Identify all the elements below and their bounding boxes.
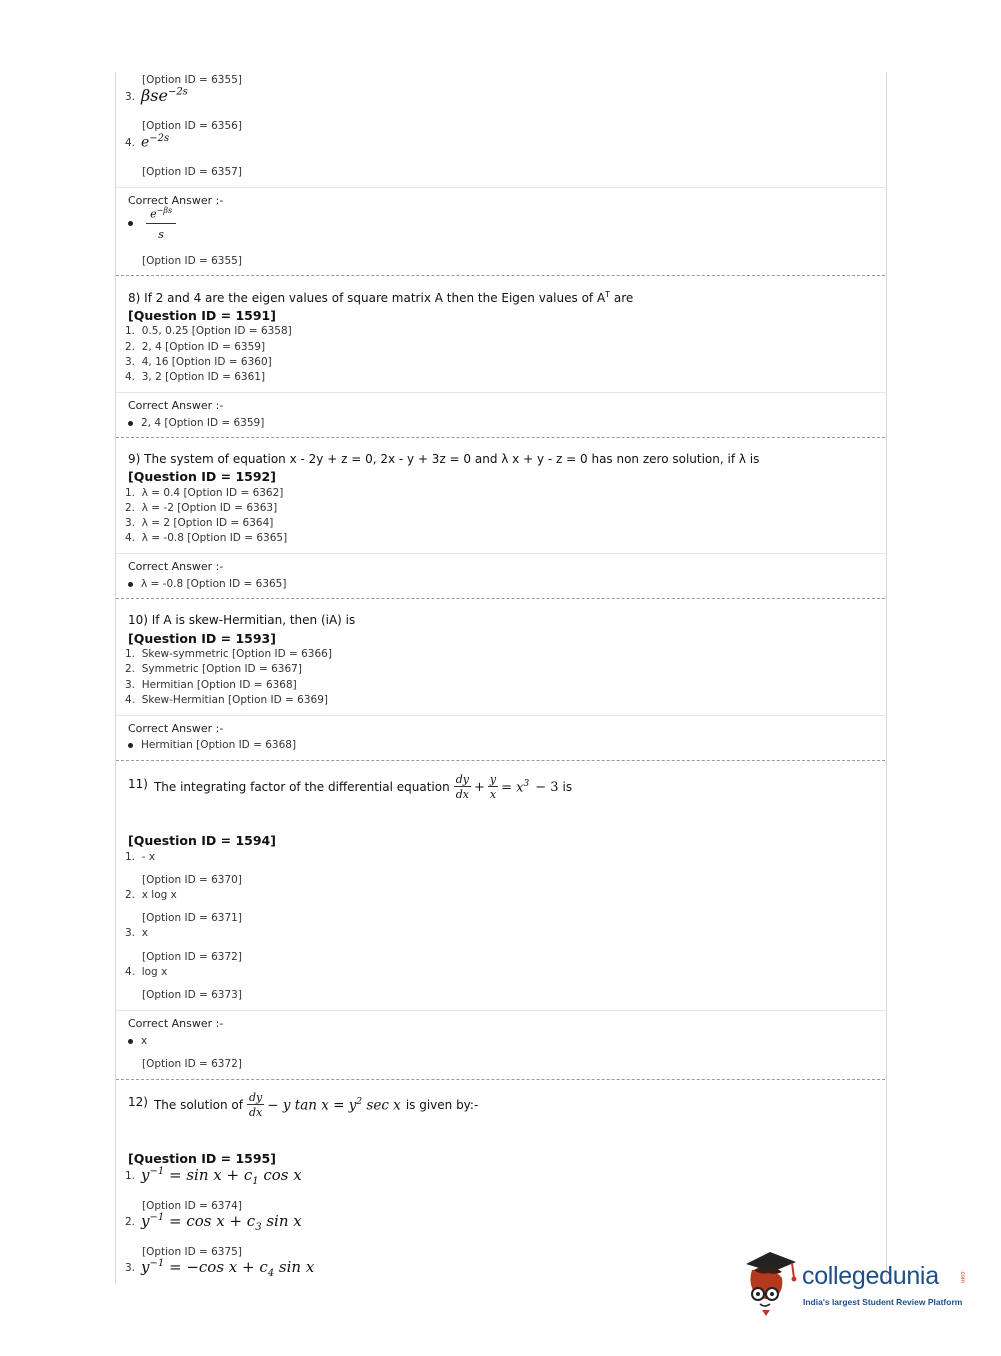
correct-answer-label: Correct Answer :-: [128, 722, 224, 735]
option-id: [Option ID = 6370]: [142, 874, 242, 886]
question-separator: [116, 760, 885, 761]
option-number: 1.: [125, 1170, 136, 1182]
question-separator: [116, 1079, 885, 1080]
bullet: [128, 582, 133, 587]
question-separator: [116, 437, 885, 438]
option-item: 4. Skew-Hermitian [Option ID = 6369]: [125, 694, 328, 706]
option-id: [Option ID = 6375]: [142, 1246, 242, 1258]
option-item: 2. x log x: [125, 889, 177, 901]
option-id: [Option ID = 6357]: [142, 166, 242, 178]
correct-answer: x: [128, 1035, 147, 1047]
option-item: 1. Skew-symmetric [Option ID = 6366]: [125, 648, 332, 660]
correct-answer-label: Correct Answer :-: [128, 560, 224, 573]
question-text: 10) If A is skew-Hermitian, then (iA) is: [128, 613, 356, 627]
question-separator: [116, 598, 885, 599]
correct-answer-label: Correct Answer :-: [128, 194, 224, 207]
option-id: [Option ID = 6372]: [142, 951, 242, 963]
question-id: [Question ID = 1593]: [128, 631, 276, 646]
option-math: $y^{-1} = \sin x + c_1$ cos x: [141, 1166, 302, 1187]
question-text: 11) The integrating factor of the differential equation $\frac{dy}{dx}$ + $\frac{y}{x}$ = $x^3$ − 3 is: [128, 773, 573, 801]
option-id: [Option ID = 6374]: [142, 1200, 242, 1212]
question-id: [Question ID = 1592]: [128, 469, 276, 484]
correct-answer: λ = -0.8 [Option ID = 6365]: [128, 578, 286, 590]
option-item: 4. λ = -0.8 [Option ID = 6365]: [125, 532, 288, 544]
bullet: [128, 1039, 133, 1044]
option-item: 3. 4, 16 [Option ID = 6360]: [125, 356, 272, 368]
question-separator: [116, 275, 885, 276]
option-item: 3. x: [125, 927, 148, 939]
bullet: [128, 743, 133, 748]
collegedunia-logo: [740, 1248, 970, 1318]
question-id: [Question ID = 1595]: [128, 1151, 276, 1166]
option-item: 4. 3, 2 [Option ID = 6361]: [125, 371, 266, 383]
fraction: $\frac{y}{x}$: [489, 773, 497, 801]
option-item: 1. - x: [125, 851, 156, 863]
divider: [116, 715, 885, 716]
brand-name: collegedunia: [802, 1262, 939, 1290]
correct-answer-label: Correct Answer :-: [128, 399, 224, 412]
option-number: 4.: [125, 137, 136, 149]
option-item: 2. 2, 4 [Option ID = 6359]: [125, 341, 266, 353]
question-id: [Question ID = 1594]: [128, 833, 276, 848]
option-math: $y^{-1} = -\cos$ $x + c_4$ sin x: [141, 1258, 315, 1279]
bullet: [128, 421, 133, 426]
option-math: $e^{-2s}$: [141, 133, 170, 151]
option-item: 1. 0.5, 0.25 [Option ID = 6358]: [125, 325, 292, 337]
option-math: $y^{-1} = \cos x + c_3$ sin x: [141, 1212, 302, 1233]
option-item: 2. Symmetric [Option ID = 6367]: [125, 663, 302, 675]
fraction: $\frac{dy}{dx}$: [455, 773, 469, 801]
option-item: 1. λ = 0.4 [Option ID = 6362]: [125, 487, 284, 499]
option-number: 2.: [125, 1216, 136, 1228]
divider: [116, 187, 885, 188]
option-id: [Option ID = 6356]: [142, 120, 242, 132]
option-number: 3.: [125, 1262, 136, 1274]
fraction: $\frac{e^{-\beta s}}{s}$: [146, 207, 176, 240]
bullet: [128, 221, 133, 226]
divider: [116, 392, 885, 393]
brand-tagline: India's largest Student Review Platform: [803, 1297, 963, 1307]
divider: [116, 1010, 885, 1011]
correct-answer: Hermitian [Option ID = 6368]: [128, 739, 296, 751]
option-math: βse$^{-2s}$: [141, 86, 188, 105]
question-text: 8) If 2 and 4 are the eigen values of square matrix A then the Eigen values of $A^T$ are: [128, 290, 634, 305]
correct-answer-label: Correct Answer :-: [128, 1017, 224, 1030]
option-id: [Option ID = 6371]: [142, 912, 242, 924]
correct-answer: [128, 207, 176, 240]
option-item: 3. Hermitian [Option ID = 6368]: [125, 679, 297, 691]
mascot-icon: [740, 1248, 802, 1318]
fraction: $\frac{dy}{dx}$: [249, 1091, 263, 1119]
option-number: 3.: [125, 91, 136, 103]
divider: [116, 553, 885, 554]
option-id: [Option ID = 6373]: [142, 989, 242, 1001]
option-item: 4. log x: [125, 966, 168, 978]
option-item: 2. λ = -2 [Option ID = 6363]: [125, 502, 278, 514]
brand-domain: .com: [959, 1270, 965, 1284]
option-item: 3. λ = 2 [Option ID = 6364]: [125, 517, 274, 529]
question-text: 9) The system of equation x - 2y + z = 0, 2x - y + 3z = 0 and λ x + y - z = 0 has non zero solution, if λ is: [128, 452, 760, 466]
question-text: 12) The solution of $\frac{dy}{dx}$ − y $\tan x = y^2$ sec x is given by:-: [128, 1091, 479, 1119]
option-id: [Option ID = 6372]: [142, 1058, 242, 1070]
question-id: [Question ID = 1591]: [128, 308, 276, 323]
correct-answer: 2, 4 [Option ID = 6359]: [128, 417, 264, 429]
option-id: [Option ID = 6355]: [142, 74, 242, 86]
option-id: [Option ID = 6355]: [142, 255, 242, 267]
